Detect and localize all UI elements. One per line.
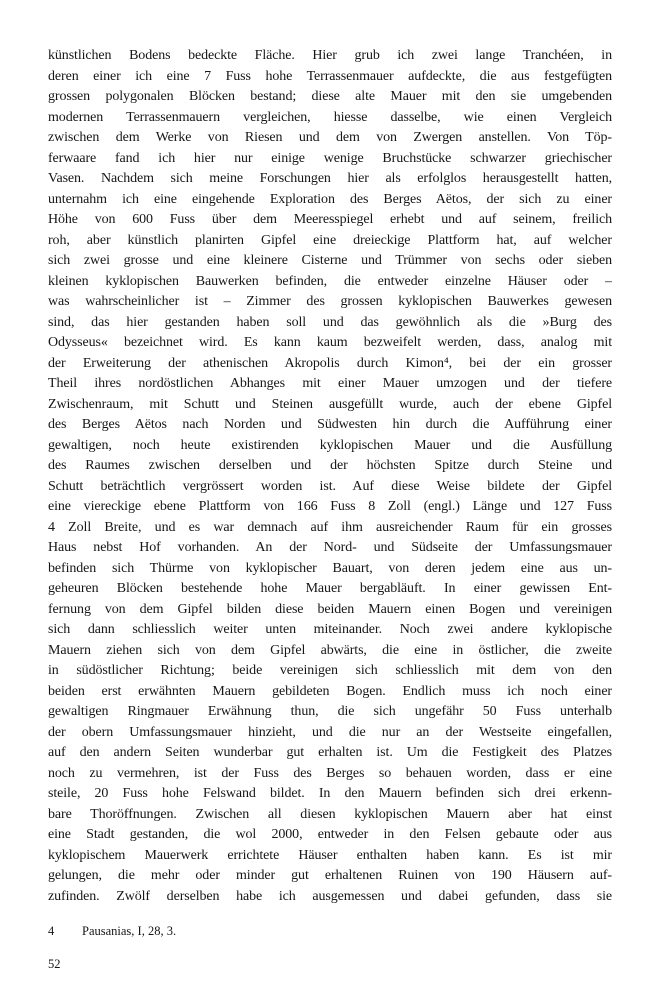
text-line: des Berges Aëtos nach Norden und Südwesten hin durch die Aufführung einer: [48, 417, 612, 432]
text-line: geheuren Blöcken bestehende hohe Mauer bergabläuft. In einer gewissen Ent-: [48, 581, 612, 596]
text-line: sind, das hier gestanden haben soll und das gewöhnlich als die »Burg des: [48, 314, 612, 330]
footnote-number: 4: [48, 924, 55, 938]
text-line: der obern Umfassungsmauer hinzieht, und die nur an der Westseite eingefallen,: [48, 724, 612, 740]
text-line: Zwischenraum, mit Schutt und Steinen ausgefüllt wurde, auch der ebene Gipfel: [48, 396, 612, 412]
text-line: Schutt beträchtlich vergrössert worden ist. Auf diese Weise bildete der Gipfel: [48, 478, 612, 494]
text-line: eine viereckige ebene Plattform von 166 Fuss 8 Zoll (engl.) Länge und 127 Fuss: [48, 499, 612, 514]
text-line: grossen polygonalen Blöcken bestand; diese alte Mauer mit den sie umgebenden: [48, 89, 612, 104]
text-line: zufinden. Zwölf derselben habe ich ausgemessen und dabei gefunden, dass sie: [48, 888, 612, 904]
text-line: Mauern ziehen sich von dem Gipfel abwärts, die eine in östlicher, die zweite: [48, 642, 612, 658]
text-line: kleinen kyklopischen Bauwerken befinden, die entweder einzelne Häuser oder –: [48, 273, 612, 289]
text-line: Haus nebst Hof vorhanden. An der Nord- und Südseite der Umfassungsmauer: [48, 540, 612, 555]
text-line: eine Stadt gestanden, die wol 2000, entweder in den Felsen gebaute oder aus: [48, 827, 612, 842]
text-line: ferwaare fand ich hier nur einige wenige Bruchstücke schwarzer griechischer: [48, 150, 612, 166]
text-line: unternahm ich eine eingehende Exploration des Berges Aëtos, der sich zu einer: [48, 191, 612, 207]
text-line: der Erweiterung der athenischen Akropolis durch Kimon⁴, bei der ein grosser: [48, 355, 612, 371]
page-number: 52: [48, 957, 61, 971]
body-text: [48, 46, 612, 907]
text-line: in südöstlicher Richtung; beide vereinigen sich schliesslich mit dem von den: [48, 663, 612, 678]
text-line: beiden erst erwähnten Mauern gebildeten Bogen. Endlich muss ich noch einer: [48, 683, 612, 699]
text-line: Theil ihres nordöstlichen Abhanges mit einer Mauer umzogen und der tiefere: [48, 376, 612, 391]
text-line: des Raumes zwischen derselben und der höchsten Spitze durch Steine und: [48, 458, 612, 473]
text-line: gewaltigen Ringmauer Erwähnung thun, die sich ungefähr 50 Fuss unterhalb: [48, 704, 612, 719]
text-line: roh, aber künstlich planirten Gipfel eine dreieckige Plattform hat, auf welcher: [48, 232, 612, 248]
text-line: bare Thoröffnungen. Zwischen all diesen kyklopischen Mauern aber hat einst: [48, 806, 612, 822]
text-line: noch zu vermehren, ist der Fuss des Berges so behauen worden, dass er eine: [48, 765, 612, 781]
text-line: Odysseus« bezeichnet wird. Es kann kaum bezweifelt werden, dass, analog mit: [48, 335, 612, 350]
text-line: gelungen, die mehr oder minder gut erhaltenen Ruinen von 190 Häusern auf-: [48, 868, 612, 883]
text-line: steile, 20 Fuss hohe Felswand bildet. In den Mauern befinden sich drei erkenn-: [48, 786, 612, 801]
text-line: sich dann schliesslich weiter unten miteinander. Noch zwei andere kyklopische: [48, 622, 612, 637]
text-line: deren einer ich eine 7 Fuss hohe Terrassenmauer aufdeckte, die aus festgefügten: [48, 68, 612, 84]
text-line: zwischen dem Werke von Riesen und dem von Zwergen anstellen. Von Töp-: [48, 130, 612, 145]
text-line: Höhe von 600 Fuss über dem Meeresspiegel erhebt und auf seinem, freilich: [48, 212, 612, 227]
text-line: befinden sich Thürme von kyklopischer Bauart, von deren jedem eine aus un-: [48, 560, 612, 576]
text-line: auf den andern Seiten wunderbar gut erhalten ist. Um die Festigkeit des Platzes: [48, 745, 612, 760]
text-line: 4 Zoll Breite, und es war demnach auf ihm ausreichender Raum für ein grosses: [48, 519, 612, 535]
footnote: [48, 923, 612, 939]
text-line: sich zwei grosse und eine kleinere Cisterne und Trümmer von sechs oder sieben: [48, 253, 612, 268]
text-line: gewaltigen, noch heute existirenden kyklopischen Mauer und die Ausfüllung: [48, 437, 612, 453]
text-line: modernen Terrassenmauern vergleichen, hiesse dasselbe, wie einen Vergleich: [48, 109, 612, 125]
text-line: was wahrscheinlicher ist – Zimmer des grossen kyklopischen Bauwerkes gewesen: [48, 294, 612, 309]
text-line: künstlichen Bodens bedeckte Fläche. Hier grub ich zwei lange Tranchéen, in: [48, 48, 612, 63]
footnote-text: Pausanias, I, 28, 3.: [82, 924, 177, 938]
text-line: Vasen. Nachdem sich meine Forschungen hier als erfolglos herausgestellt hatten,: [48, 171, 612, 186]
text-line: fernung von dem Gipfel bilden diese beiden Mauern einen Bogen und vereinigen: [48, 601, 612, 617]
text-line: kyklopischem Mauerwerk errichtete Häuser enthalten haben kann. Es ist mir: [48, 847, 612, 863]
